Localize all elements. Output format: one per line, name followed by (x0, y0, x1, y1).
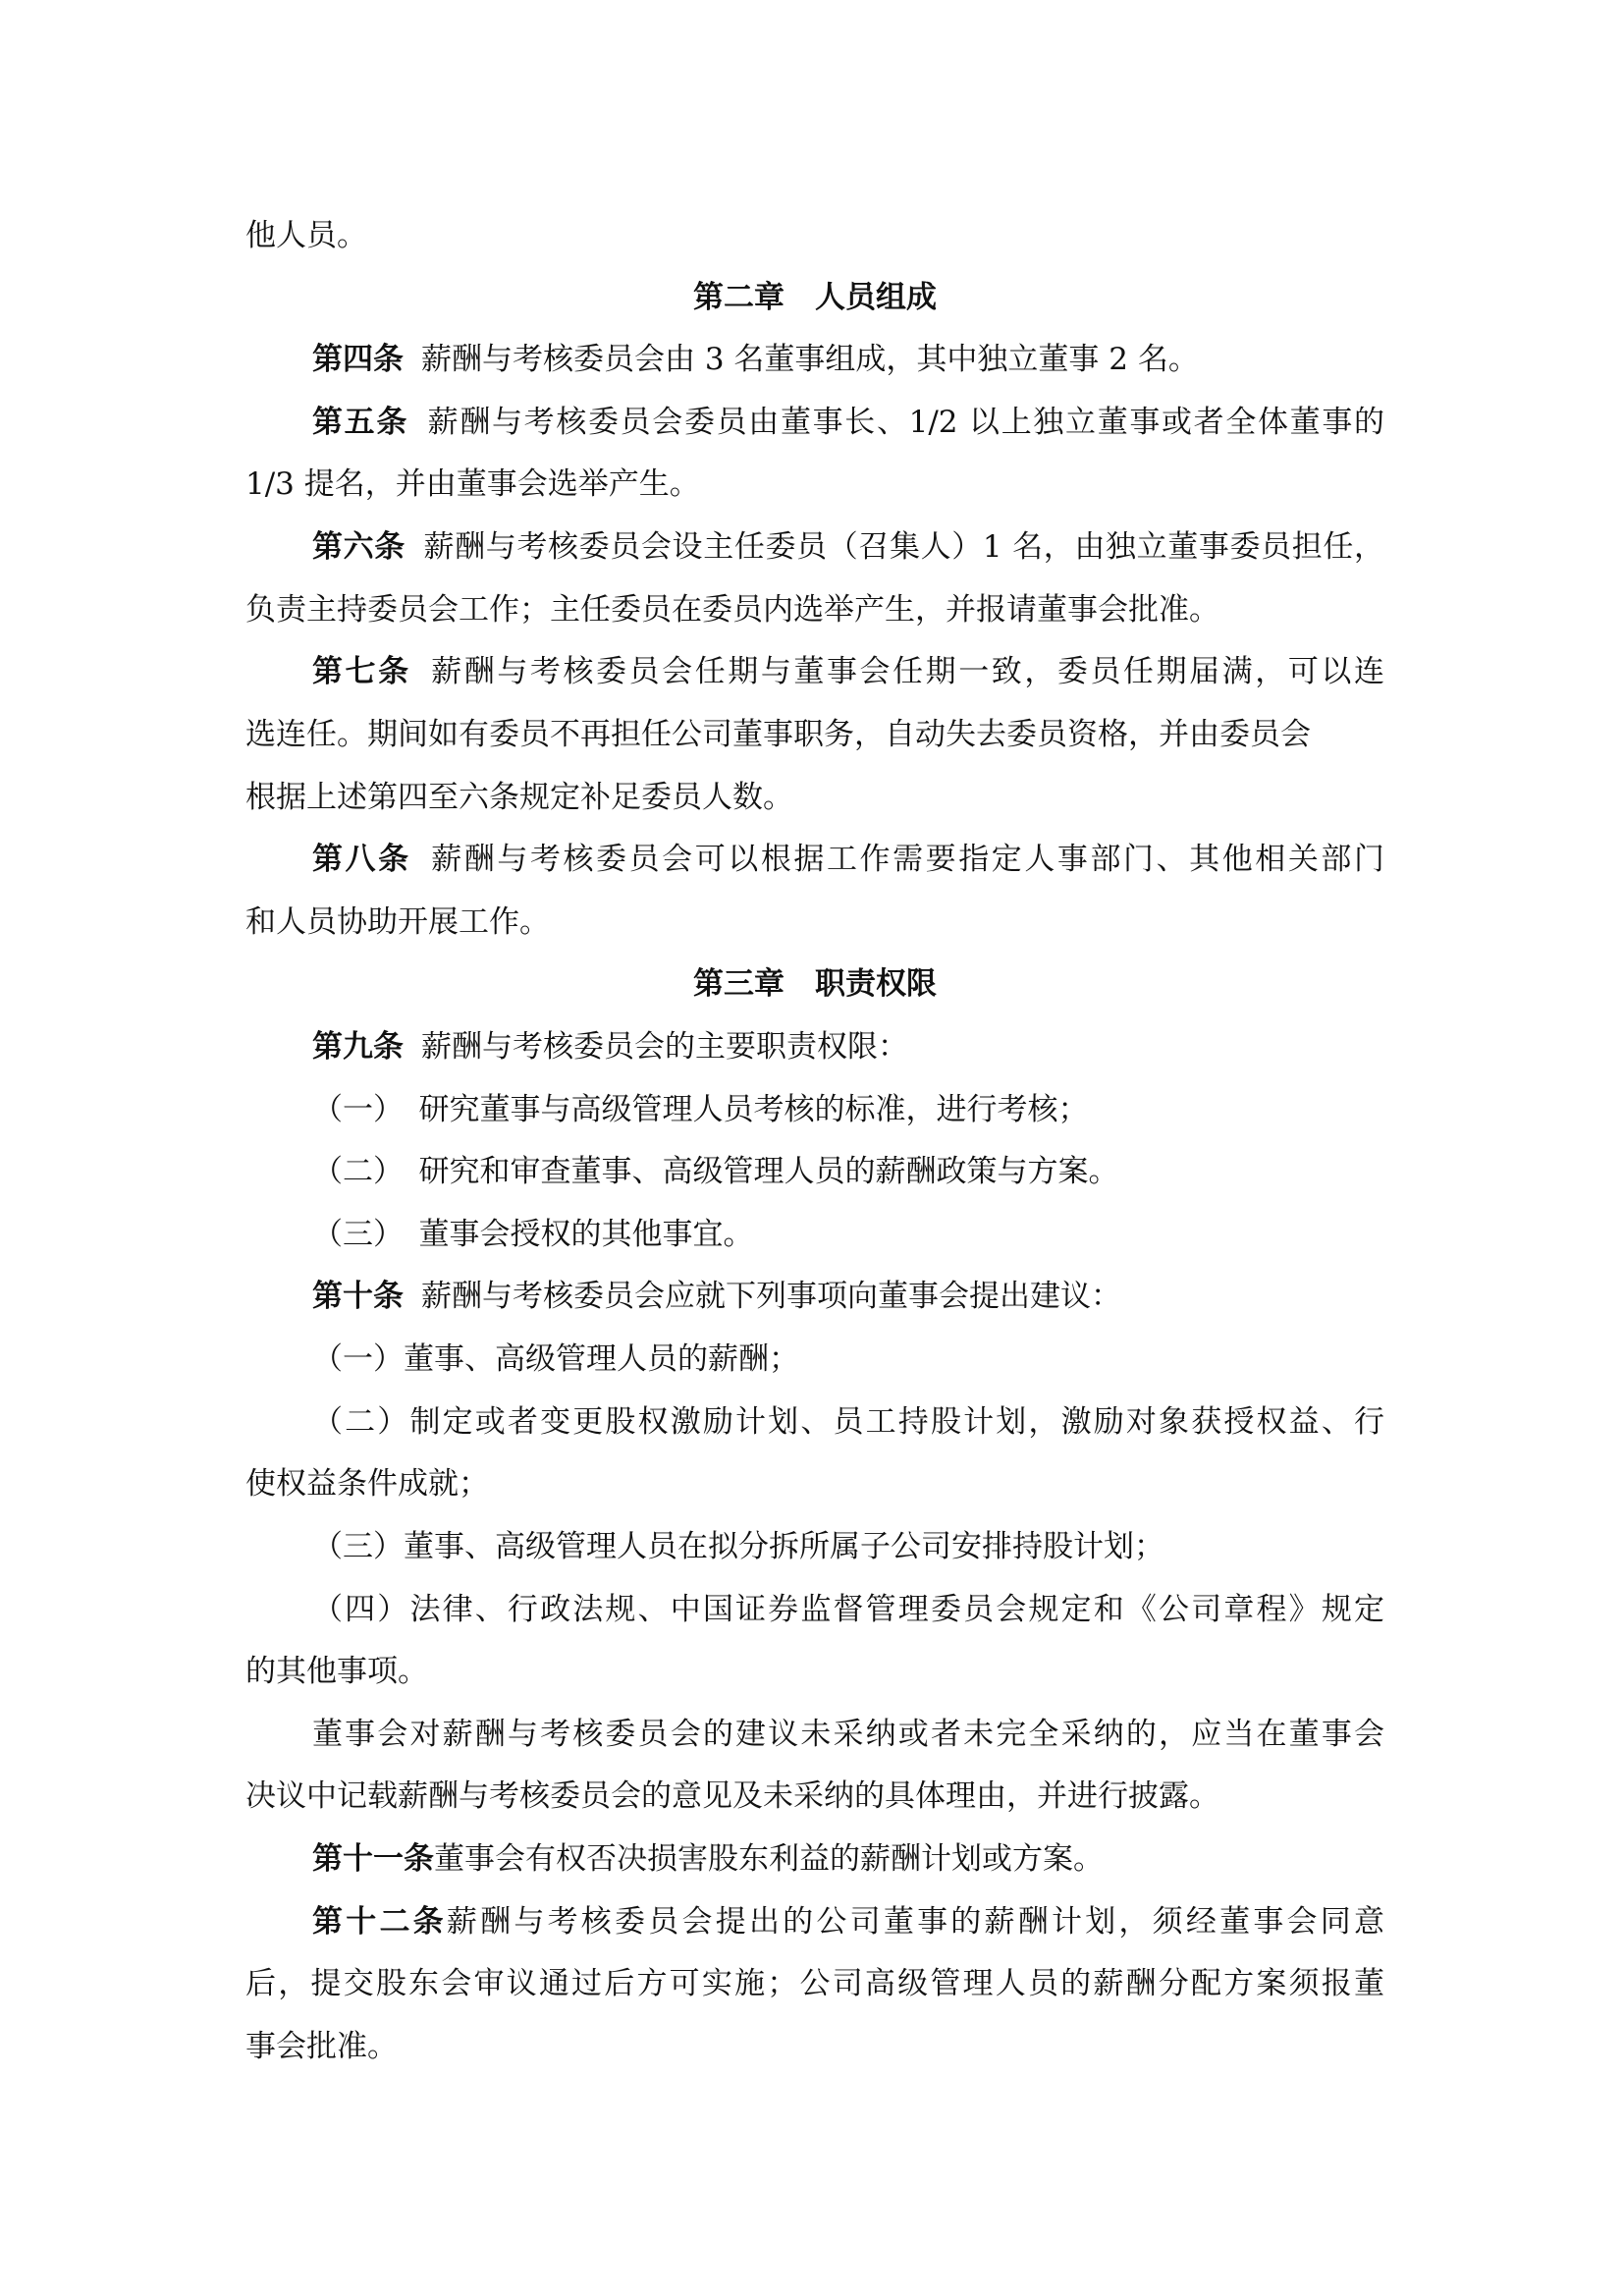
article-label: 第十二条 (312, 1904, 447, 1940)
article-9: 第九条 薪酬与考核委员会的主要职责权限： (312, 1029, 908, 1065)
text-line: 事会批准。 (245, 2029, 398, 2064)
article-label: 第四条 (312, 342, 404, 377)
text-line: 的其他事项。 (245, 1654, 428, 1689)
article-label: 第八条 (312, 842, 411, 877)
list-item: （二）制定或者变更股权激励计划、员工持股计划，激励对象获授权益、行 (312, 1404, 1384, 1440)
article-4: 第四条 薪酬与考核委员会由 3 名董事组成，其中独立董事 2 名。 (312, 342, 1199, 377)
chapter-heading: 第二章 人员组成 (693, 280, 937, 315)
list-item: （二） 研究和审查董事、高级管理人员的薪酬政策与方案。 (312, 1154, 1119, 1189)
article-8: 第八条 薪酬与考核委员会可以根据工作需要指定人事部门、其他相关部门 (312, 842, 1384, 877)
article-label: 第十一条 (312, 1841, 434, 1877)
paragraph: 董事会对薪酬与考核委员会的建议未采纳或者未完全采纳的，应当在董事会 (312, 1717, 1384, 1752)
text-line: 他人员。 (245, 218, 367, 253)
article-11: 第十一条董事会有权否决损害股东利益的薪酬计划或方案。 (312, 1841, 1104, 1877)
list-item: （一）董事、高级管理人员的薪酬； (312, 1341, 799, 1377)
article-5: 第五条 薪酬与考核委员会委员由董事长、1/2 以上独立董事或者全体董事的 (312, 405, 1384, 440)
article-label: 第十条 (312, 1279, 404, 1314)
article-6: 第六条 薪酬与考核委员会设主任委员（召集人）1 名，由独立董事委员担任， (312, 529, 1384, 565)
article-label: 第五条 (312, 405, 408, 440)
text-line: 负责主持委员会工作；主任委员在委员内选举产生，并报请董事会批准。 (245, 592, 1219, 628)
article-12: 第十二条薪酬与考核委员会提出的公司董事的薪酬计划，须经董事会同意 (312, 1904, 1385, 1940)
text-line: 使权益条件成就； (245, 1466, 489, 1502)
article-7: 第七条 薪酬与考核委员会任期与董事会任期一致，委员任期届满，可以连 (312, 654, 1384, 689)
list-item: （一） 研究董事与高级管理人员考核的标准，进行考核； (312, 1092, 1089, 1127)
text-line: 决议中记载薪酬与考核委员会的意见及未采纳的具体理由，并进行披露。 (245, 1778, 1219, 1814)
text-line: 1/3 提名，并由董事会选举产生。 (245, 466, 700, 502)
text-line: 和人员协助开展工作。 (245, 904, 550, 940)
text-line: 根据上述第四至六条规定补足委员人数。 (245, 780, 793, 815)
text-line: 选连任。期间如有委员不再担任公司董事职务，自动失去委员资格，并由委员会 (245, 717, 1311, 752)
list-item: （三）董事、高级管理人员在拟分拆所属子公司安排持股计划； (312, 1529, 1164, 1564)
article-label: 第六条 (312, 529, 406, 565)
list-item: （三） 董事会授权的其他事宜。 (312, 1217, 754, 1252)
article-10: 第十条 薪酬与考核委员会应就下列事项向董事会提出建议： (312, 1279, 1121, 1314)
article-label: 第七条 (312, 654, 411, 689)
text-line: 后，提交股东会审议通过后方可实施；公司高级管理人员的薪酬分配方案须报董 (245, 1966, 1384, 2001)
article-label: 第九条 (312, 1029, 404, 1065)
chapter-heading: 第三章 职责权限 (693, 966, 937, 1002)
list-item: （四）法律、行政法规、中国证券监督管理委员会规定和《公司章程》规定 (312, 1592, 1384, 1627)
